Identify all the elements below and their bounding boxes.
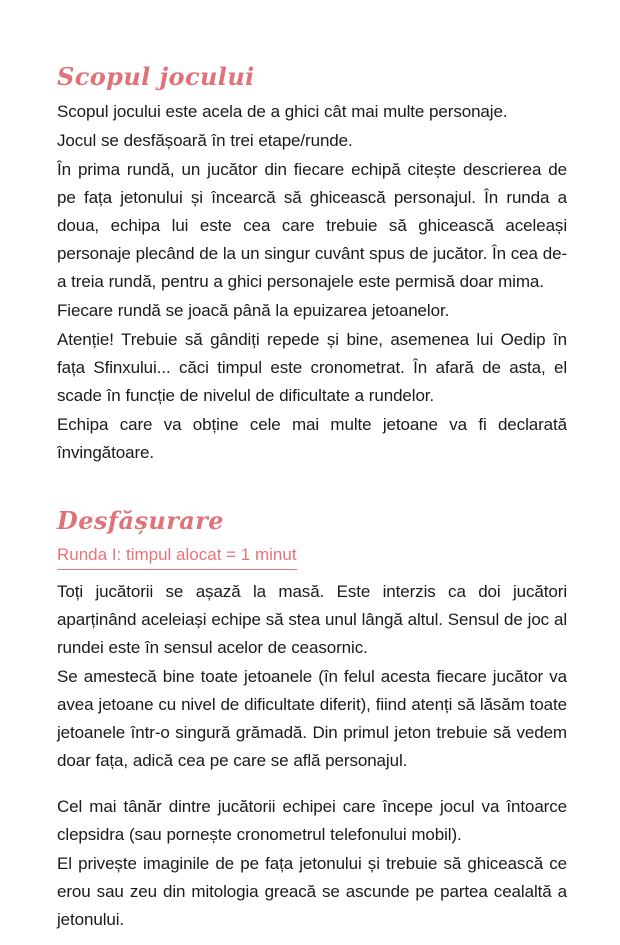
subheading-runda-1: Runda I: timpul alocat = 1 minut xyxy=(57,542,297,570)
paragraph-scop-intro: Scopul jocului este acela de a ghici cât mai multe personaje. xyxy=(57,102,508,121)
paragraph-ghicire-erou: El privește imaginile de pe fața jetonului și trebuie să ghicească ce erou sau zeu din mitologia greacă se ascunde pe partea cealaltă a jetonului. xyxy=(57,854,567,929)
section-spacer xyxy=(57,468,567,506)
section-heading-scopul-jocului: Scopul jocului xyxy=(57,62,255,91)
paragraph-clepsidra: Cel mai tânăr dintre jucătorii echipei care începe jocul va întoarce clepsidra (sau pornește cronometrul telefonului mobil). xyxy=(57,797,567,844)
paragraph-fiecare-runda: Fiecare rundă se joacă până la epuizarea jetoanelor. xyxy=(57,301,450,320)
paragraph-prima-runda: În prima rundă, un jucător din fiecare echipă citește descrierea de pe fața jetonului și încearcă să ghicească personajul. În runda a doua, echipa lui este cea care trebuie să ghicească aceleași personaje plecând de la un singur cuvânt spus de jucător. În cea de-a treia rundă, pentru a ghici personajele este permisă doar mima. xyxy=(57,160,567,291)
paragraph-echipa-castigatoare: Echipa care va obține cele mai multe jetoane va fi declarată învingătoare. xyxy=(57,415,567,462)
paragraph-amestecare-jetoane: Se amestecă bine toate jetoanele (în felul acesta fiecare jucător va avea jetoane cu nivel de dificultate diferit), fiind atenți să lăsăm toate jetoanele într-o singură grămadă. Din primul jeton trebuie să vedem doar fața, adică cea pe care se află personajul. xyxy=(57,667,567,770)
section-heading-desfasurare: Desfășurare xyxy=(57,506,224,535)
paragraph-trei-etape: Jocul se desfășoară în trei etape/runde. xyxy=(57,131,353,150)
paragraph-spacer xyxy=(57,776,567,793)
document-content xyxy=(57,62,567,935)
paragraph-asezare-masa: Toți jucătorii se așază la masă. Este interzis ca doi jucători aparținând aceleiași echipe să stea unul lângă altul. Sensul de joc al rundei este în sensul acelor de ceasornic. xyxy=(57,582,567,657)
subheading-row xyxy=(57,542,567,574)
paragraph-atentie: Atenție! Trebuie să gândiți repede și bine, asemenea lui Oedip în fața Sfinxului... căci timpul este cronometrat. În afară de asta, el scade în funcție de nivelul de dificultate a rundelor. xyxy=(57,330,567,405)
